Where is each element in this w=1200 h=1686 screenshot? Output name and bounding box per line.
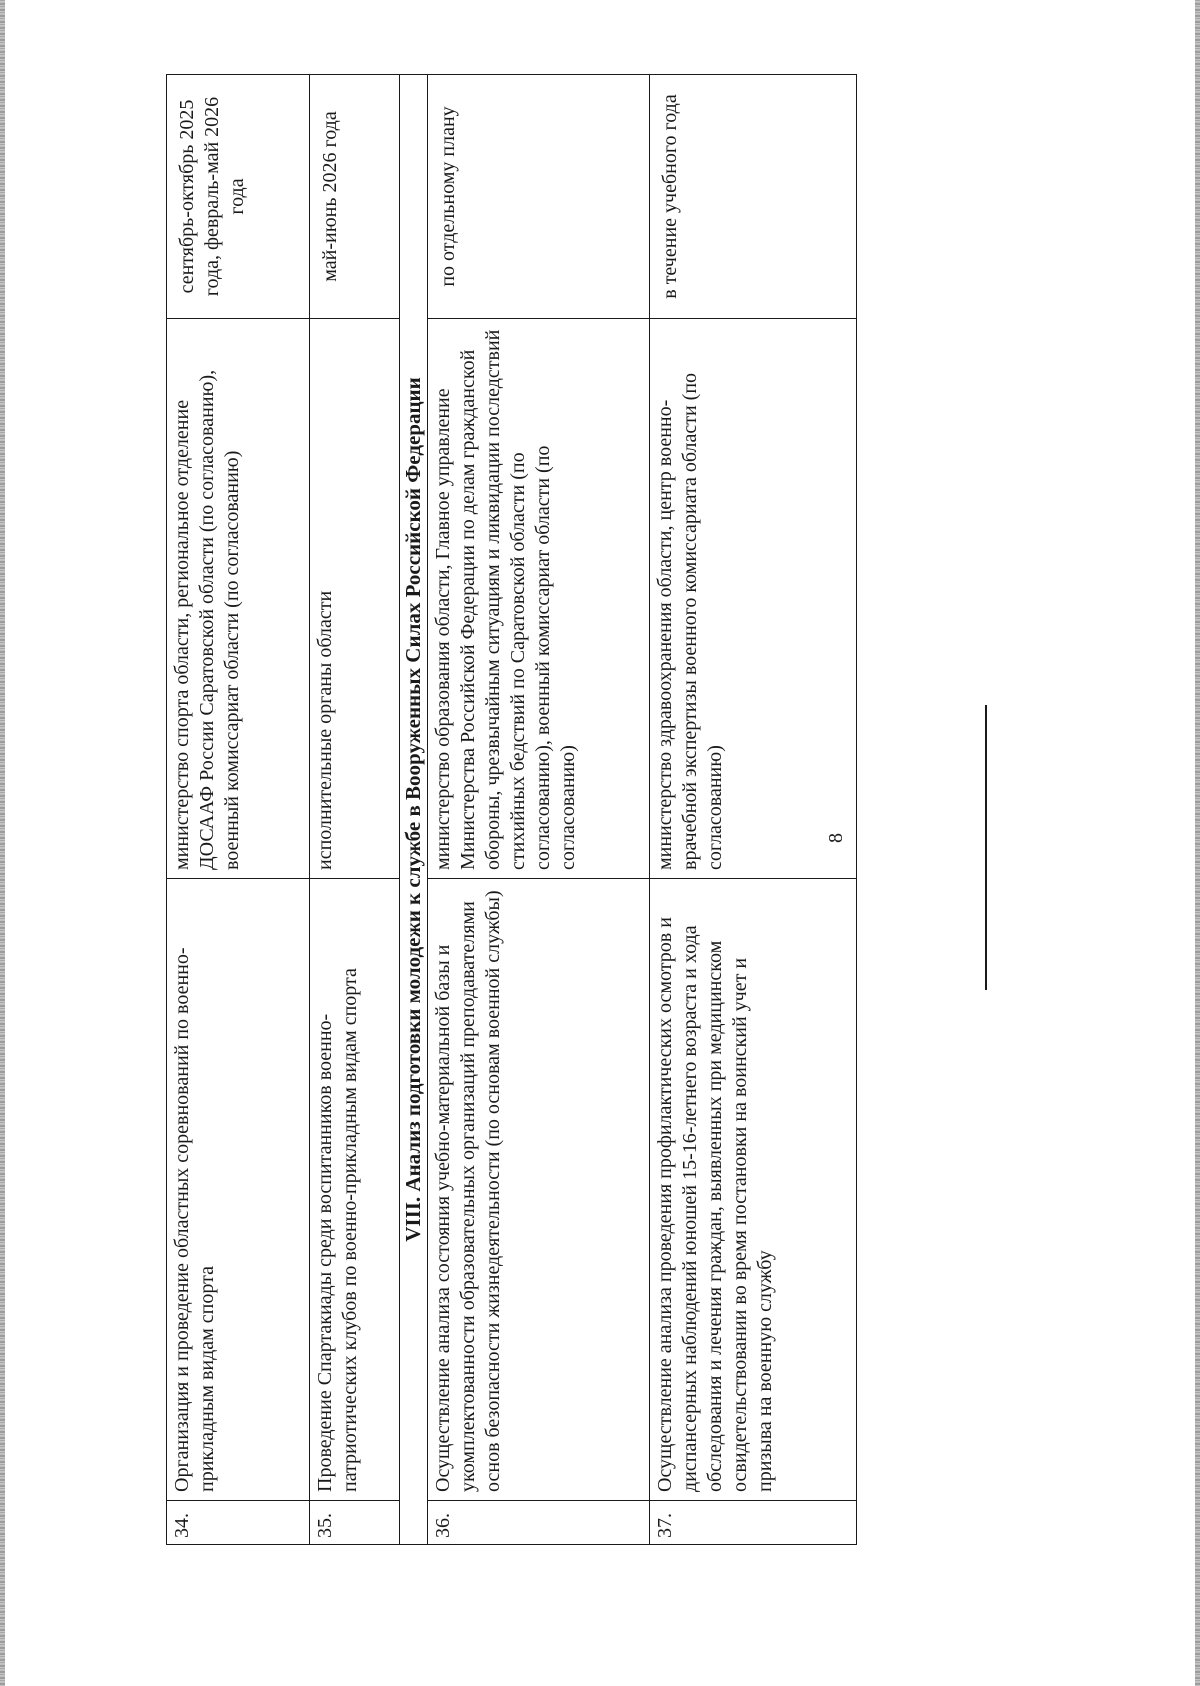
section-heading-row (400, 75, 428, 1545)
row-number: 34. (167, 1501, 310, 1545)
responsible-parties: министерство спорта области, региональное отделение ДОСААФ России Саратовской области (по согласованию), военный комиссариат области (по согласованию) (167, 319, 310, 879)
event-term: в течение учебного года (650, 75, 857, 319)
event-term: май-июнь 2026 года (310, 75, 400, 319)
responsible-parties: исполнительные органы области (310, 319, 400, 879)
table-row (167, 75, 310, 1545)
row-number: 37. (650, 1501, 857, 1545)
scan-edge-right (1195, 0, 1200, 1686)
responsible-parties: министерство здравоохранения области, центр военно-врачебной экспертизы военного комиссариата области (по согласованию) (650, 319, 857, 879)
scan-edge-left (0, 0, 5, 1686)
table-row (310, 75, 400, 1545)
page-number: 8 (825, 833, 847, 843)
section-heading: VIII. Анализ подготовки молодежи к службе в Вооруженных Силах Российской Федерации (400, 75, 428, 1545)
responsible-parties: министерство образования области, Главное управление Министерства Российской Федерации по делам гражданской обороны, чрезвычайным ситуациям и ликвидации последствий стихийных бедствий по Саратовской области (по согласованию), военный комиссариат области (по согласованию) (428, 319, 650, 879)
event-description: Проведение Спартакиады среди воспитанников военно-патриотических клубов по военно-прикладным видам спорта (310, 879, 400, 1501)
table-row (650, 75, 857, 1545)
row-number: 35. (310, 1501, 400, 1545)
end-of-document-line (985, 705, 987, 990)
events-table-container (166, 75, 856, 1545)
event-description: Осуществление анализа состояния учебно-материальной базы и укомплектованности образовательных организаций преподавателями основ безопасности жизнедеятельности (по основам военной службы) (428, 879, 650, 1501)
event-term: сентябрь-октябрь 2025 года, февраль-май 2026 года (167, 75, 310, 319)
event-description: Организация и проведение областных соревнований по военно-прикладным видам спорта (167, 879, 310, 1501)
event-description: Осуществление анализа проведения профилактических осмотров и диспансерных наблюдений юношей 15-16-летнего возраста и хода обследования и лечения граждан, выявленных при медицинском освидетельствовании во время постановки на воинский учет и призыва на военную службу (650, 879, 857, 1501)
events-table (166, 74, 857, 1545)
table-row (428, 75, 650, 1545)
event-term: по отдельному плану (428, 75, 650, 319)
row-number: 36. (428, 1501, 650, 1545)
